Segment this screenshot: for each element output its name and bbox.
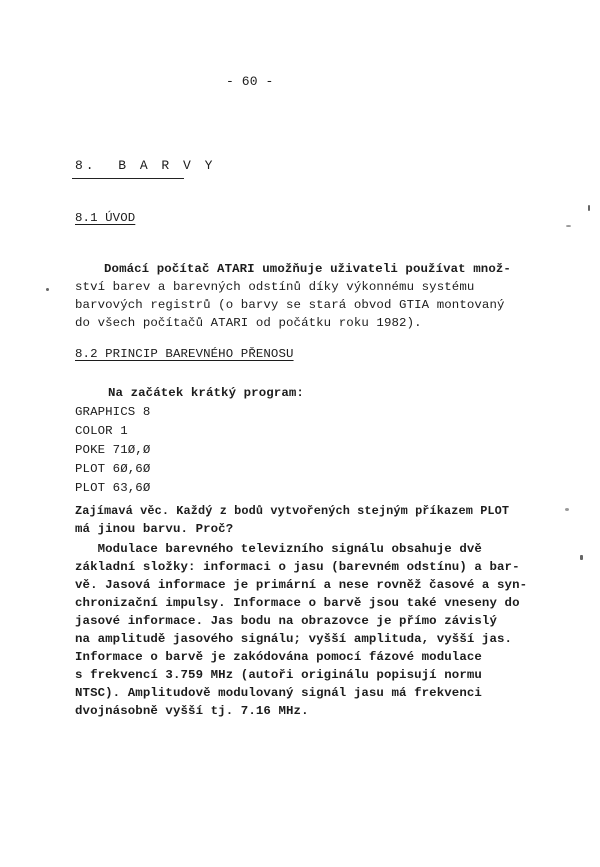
program-intro: Na začátek krátký program: <box>108 386 304 400</box>
chapter-underline <box>72 178 184 179</box>
scan-speck <box>46 288 49 291</box>
section2-line-4: základní složky: informaci o jasu (barevném odstínu) a bar- <box>75 560 520 574</box>
program-line-4: PLOT 6Ø,6Ø <box>75 462 151 476</box>
scan-speck <box>565 508 569 511</box>
chapter-number: 8. <box>75 158 97 173</box>
section2-line-9: Informace o barvě je zakódována pomocí fázové modulace <box>75 650 482 664</box>
section2-line-6: chronizační impulsy. Informace o barvě jsou také vneseny do <box>75 596 520 610</box>
section2-line-7: jasové informace. Jas bodu na obrazovce je přímo závislý <box>75 614 497 628</box>
section2-line-1: Zajímavá věc. Každý z bodů vytvořených stejným příkazem PLOT <box>75 504 510 518</box>
program-line-1: GRAPHICS 8 <box>75 405 151 419</box>
section1-line-2: ství barev a barevných odstínů díky výkonnému systému <box>75 280 475 294</box>
section2-line-11: NTSC). Amplitudově modulovaný signál jasu má frekvenci <box>75 686 482 700</box>
scan-speck <box>566 225 571 227</box>
section1-line-3: barvových registrů (o barvy se stará obvod GTIA montovaný <box>75 298 505 312</box>
chapter-title: B A R V Y <box>118 158 216 173</box>
scan-speck <box>588 205 590 211</box>
section-heading-color-transfer: 8.2 PRINCIP BAREVNÉHO PŘENOSU <box>75 347 294 361</box>
scan-speck <box>580 555 583 560</box>
section2-line-3: Modulace barevného televizního signálu obsahuje dvě <box>75 542 482 556</box>
section2-line-8: na amplitudě jasového signálu; vyšší amplituda, vyšší jas. <box>75 632 513 646</box>
chapter-heading <box>75 158 215 174</box>
section2-line-2: má jinou barvu. Proč? <box>75 522 234 536</box>
program-line-3: POKE 71Ø,Ø <box>75 443 151 457</box>
section1-line-1: Domácí počítač ATARI umožňuje uživateli používat množ- <box>104 262 511 276</box>
program-line-2: COLOR 1 <box>75 424 128 438</box>
section-heading-intro: 8.1 ÚVOD <box>75 211 136 225</box>
section2-line-12: dvojnásobně vyšší tj. 7.16 MHz. <box>75 704 309 718</box>
program-line-5: PLOT 63,6Ø <box>75 481 151 495</box>
section1-line-4: do všech počítačů ATARI od počátku roku 1982). <box>75 316 422 330</box>
section2-line-10: s frekvencí 3.759 MHz (autoři originálu popisují normu <box>75 668 482 682</box>
page-number: - 60 - <box>226 74 274 89</box>
section2-line-5: vě. Jasová informace je primární a nese rovněž časové a syn- <box>75 578 528 592</box>
